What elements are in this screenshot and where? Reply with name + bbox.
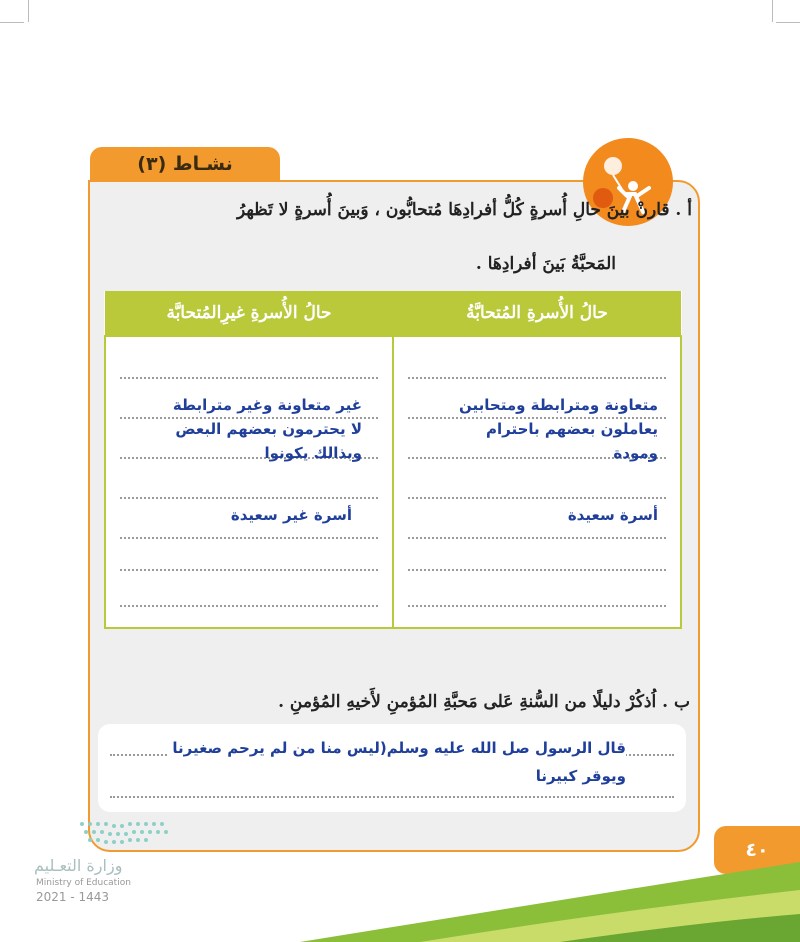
answer-text: غير متعاونة وغير مترابطة لا يحترمون بعضهم البعض وبذالك يكونوا	[172, 396, 362, 462]
answer-text: قال الرسول صل الله عليه وسلم(ليس منا من لم يرحم صغيرنا	[168, 736, 626, 760]
page-number: ٤٠	[714, 826, 800, 874]
answer-text: متعاونة ومترابطة ومتحابين يعاملون بعضهم باحترام ومودة	[459, 396, 658, 462]
answer-text: أسرة غير سعيدة	[230, 506, 352, 524]
header-unloving-family: حالُ الأُسرةِ غيرِالمُتحابَّة	[105, 291, 393, 336]
question-a-line2: المَحبَّةُ بَينَ أفرادِهَا .	[475, 254, 616, 274]
ministry-name-en: Ministry of Education	[36, 878, 131, 888]
question-b: ب . اُذكُرْ دليلًا من السُّنةِ عَلى مَحبَّةِ المُؤمنِ لأَخيهِ المُؤمنِ .	[278, 692, 690, 712]
ministry-year: 2021 - 1443	[36, 890, 110, 904]
question-a-line1: أ . قارنْ بينَ حالِ أُسرةٍ كُلُّ أفرادِهَا مُتحابُّون ، وَبينَ أُسرةٍ لا تَظهرُ	[236, 200, 692, 220]
answer-text: ويوقر كبيرنا	[535, 767, 626, 785]
activity-tab: نشـاط (٣)	[90, 147, 280, 181]
header-loving-family: حالُ الأُسرةِ المُتحابَّةُ	[393, 291, 681, 336]
ministry-name-ar: وزارة التعـليم	[34, 856, 123, 875]
answer-text: أسرة سعيدة	[567, 506, 658, 524]
